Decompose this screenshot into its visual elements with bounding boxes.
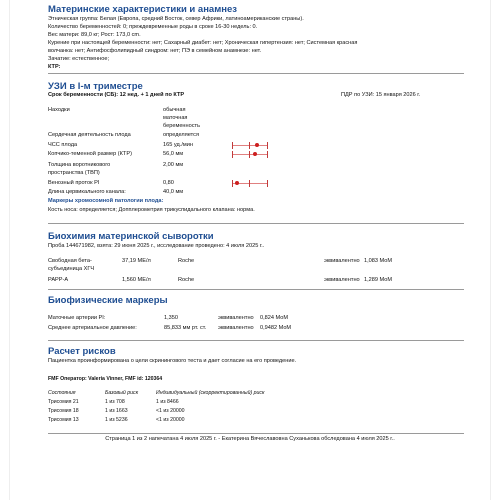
ktr-label: КТР: — [48, 64, 61, 70]
us-row-label: Копчико-теменной размер (КТР) — [48, 151, 132, 157]
fmf-operator: FMF Оператор: Valeria Vinner, FMF id: 120364 — [48, 376, 163, 382]
biophys-name: Маточные артерии PI: — [48, 315, 106, 321]
biophys-value: 85,833 мм рт. ст. — [164, 325, 207, 331]
us-row-label: пространства (ТВП) — [48, 170, 100, 176]
maternal-line: Курение при настоящей беременности: нет; Сахарный диабет: нет; Хроническая гипертензия: нет; Системная красная — [48, 40, 358, 46]
dv-range-marker — [232, 180, 268, 186]
risk-header-condition: Состояния — [48, 390, 76, 396]
risk-header-individual: Индивидуальный (скорректированный) риск — [156, 390, 265, 396]
markers-title: Маркеры хромосомной патологии плода: — [48, 198, 164, 204]
analyte-equivalent: эквивалентно — [324, 277, 360, 283]
risk-header-base: Базовый риск — [105, 390, 139, 396]
maternal-line: Этническая группа: Белая (Европа, средний Восток, север Африки, латиноамериканские страны). — [48, 16, 304, 22]
findings-label: Находки — [48, 107, 70, 113]
findings-value: маточная — [163, 115, 188, 121]
analyte-mom: 1,083 MoM — [364, 258, 392, 264]
us-row-value: 165 уд./мин — [163, 142, 193, 148]
maternal-section-title: Материнские характеристики и анамнез — [48, 4, 237, 15]
analyte-name: Свободная бета- — [48, 258, 92, 264]
page-footer: Страница 1 из 2 напечатана 4 июля 2025 г. - Екатерина Вячеславовна Суханькова обследована 4 июля 2025 г.. — [105, 436, 395, 442]
findings-value: обычная — [163, 107, 186, 113]
maternal-line: Вес матери: 89,0 кг; Рост: 173,0 cm. — [48, 32, 141, 38]
risk-individual: <1 из 20000 — [156, 408, 185, 414]
us-row-label: Толщина воротникового — [48, 162, 111, 168]
biophys-name: Среднее артериальное давление: — [48, 325, 137, 331]
due-date: ПДР по УЗИ: 15 января 2026 г. — [341, 92, 421, 98]
analyte-value: 37,19 МЕ/л — [122, 258, 151, 264]
crl-range-marker — [232, 151, 268, 157]
section-divider — [48, 340, 464, 341]
us-row-value: определяется — [163, 132, 199, 138]
biochemistry-section-title: Биохимия материнской сыворотки — [48, 231, 214, 242]
markers-text: Кость носа: определяется; Допплерометрия трикуспидального клапана: норма. — [48, 207, 255, 213]
footer-divider — [48, 433, 464, 434]
risk-condition: Трисомия 21 — [48, 399, 79, 405]
analyte-value: 1,560 МЕ/л — [122, 277, 151, 283]
fhr-range-marker — [232, 142, 268, 148]
findings-value: беременность — [163, 123, 200, 129]
us-row-label: ЧСС плода — [48, 142, 78, 148]
analyte-lab: Roche — [178, 277, 195, 283]
analyte-mom: 1,289 MoM — [364, 277, 392, 283]
analyte-lab: Roche — [178, 258, 195, 264]
biophys-equivalent: эквивалентно — [218, 325, 254, 331]
us-row-value: 40,0 мм — [163, 189, 184, 195]
us-row-label: Сердечная деятельность плода — [48, 132, 131, 138]
us-row-label: Венозный проток PI — [48, 180, 100, 186]
risk-condition: Трисомия 13 — [48, 417, 79, 423]
risk-consent-note: Пациентка проинформирована о цели скринингового теста и дает согласие на его проведение. — [48, 358, 297, 364]
us-row-label: Длина цервикального канала: — [48, 189, 126, 195]
risk-individual: <1 из 20000 — [156, 417, 185, 423]
section-divider — [48, 223, 464, 224]
section-divider — [48, 73, 464, 74]
risk-base: 1 из 5236 — [105, 417, 128, 423]
risk-section-title: Расчет рисков — [48, 346, 116, 357]
analyte-name: PAPP-A — [48, 277, 69, 283]
biophysical-section-title: Биофизические маркеры — [48, 295, 168, 306]
analyte-equivalent: эквивалентно — [324, 258, 360, 264]
us-row-value: 56,0 мм — [163, 151, 184, 157]
section-divider — [48, 289, 464, 290]
ultrasound-section-title: УЗИ в I-м триместре — [48, 81, 143, 92]
maternal-line: Зачатие: естественное; — [48, 56, 110, 62]
biophys-mom: 0,824 MoM — [260, 315, 288, 321]
gestational-age: Срок беременности (СБ): 12 нед. + 1 дней по КТР — [48, 92, 185, 98]
us-row-value: 2,00 мм — [163, 162, 184, 168]
biophys-equivalent: эквивалентно — [218, 315, 254, 321]
biophys-mom: 0,9482 MoM — [260, 325, 292, 331]
report-page — [9, 0, 491, 500]
risk-base: 1 из 708 — [105, 399, 125, 405]
us-row-value: 0,80 — [163, 180, 174, 186]
sample-info: Проба 144671982, взята: 29 июня 2025 г., исследование проведено: 4 июля 2025 г.. — [48, 243, 265, 249]
biophys-value: 1,350 — [164, 315, 178, 321]
risk-condition: Трисомия 18 — [48, 408, 79, 414]
risk-individual: 1 из 8466 — [156, 399, 179, 405]
maternal-line: Количество беременностей: 0; преждевременные роды в сроке 16-30 недель: 0. — [48, 24, 258, 30]
maternal-line: волчанка: нет; Антифосфолипидный синдром: нет; ПЭ в семейном анамнезе: нет. — [48, 48, 262, 54]
risk-base: 1 из 1663 — [105, 408, 128, 414]
analyte-name: субъединица ХГЧ — [48, 266, 95, 272]
